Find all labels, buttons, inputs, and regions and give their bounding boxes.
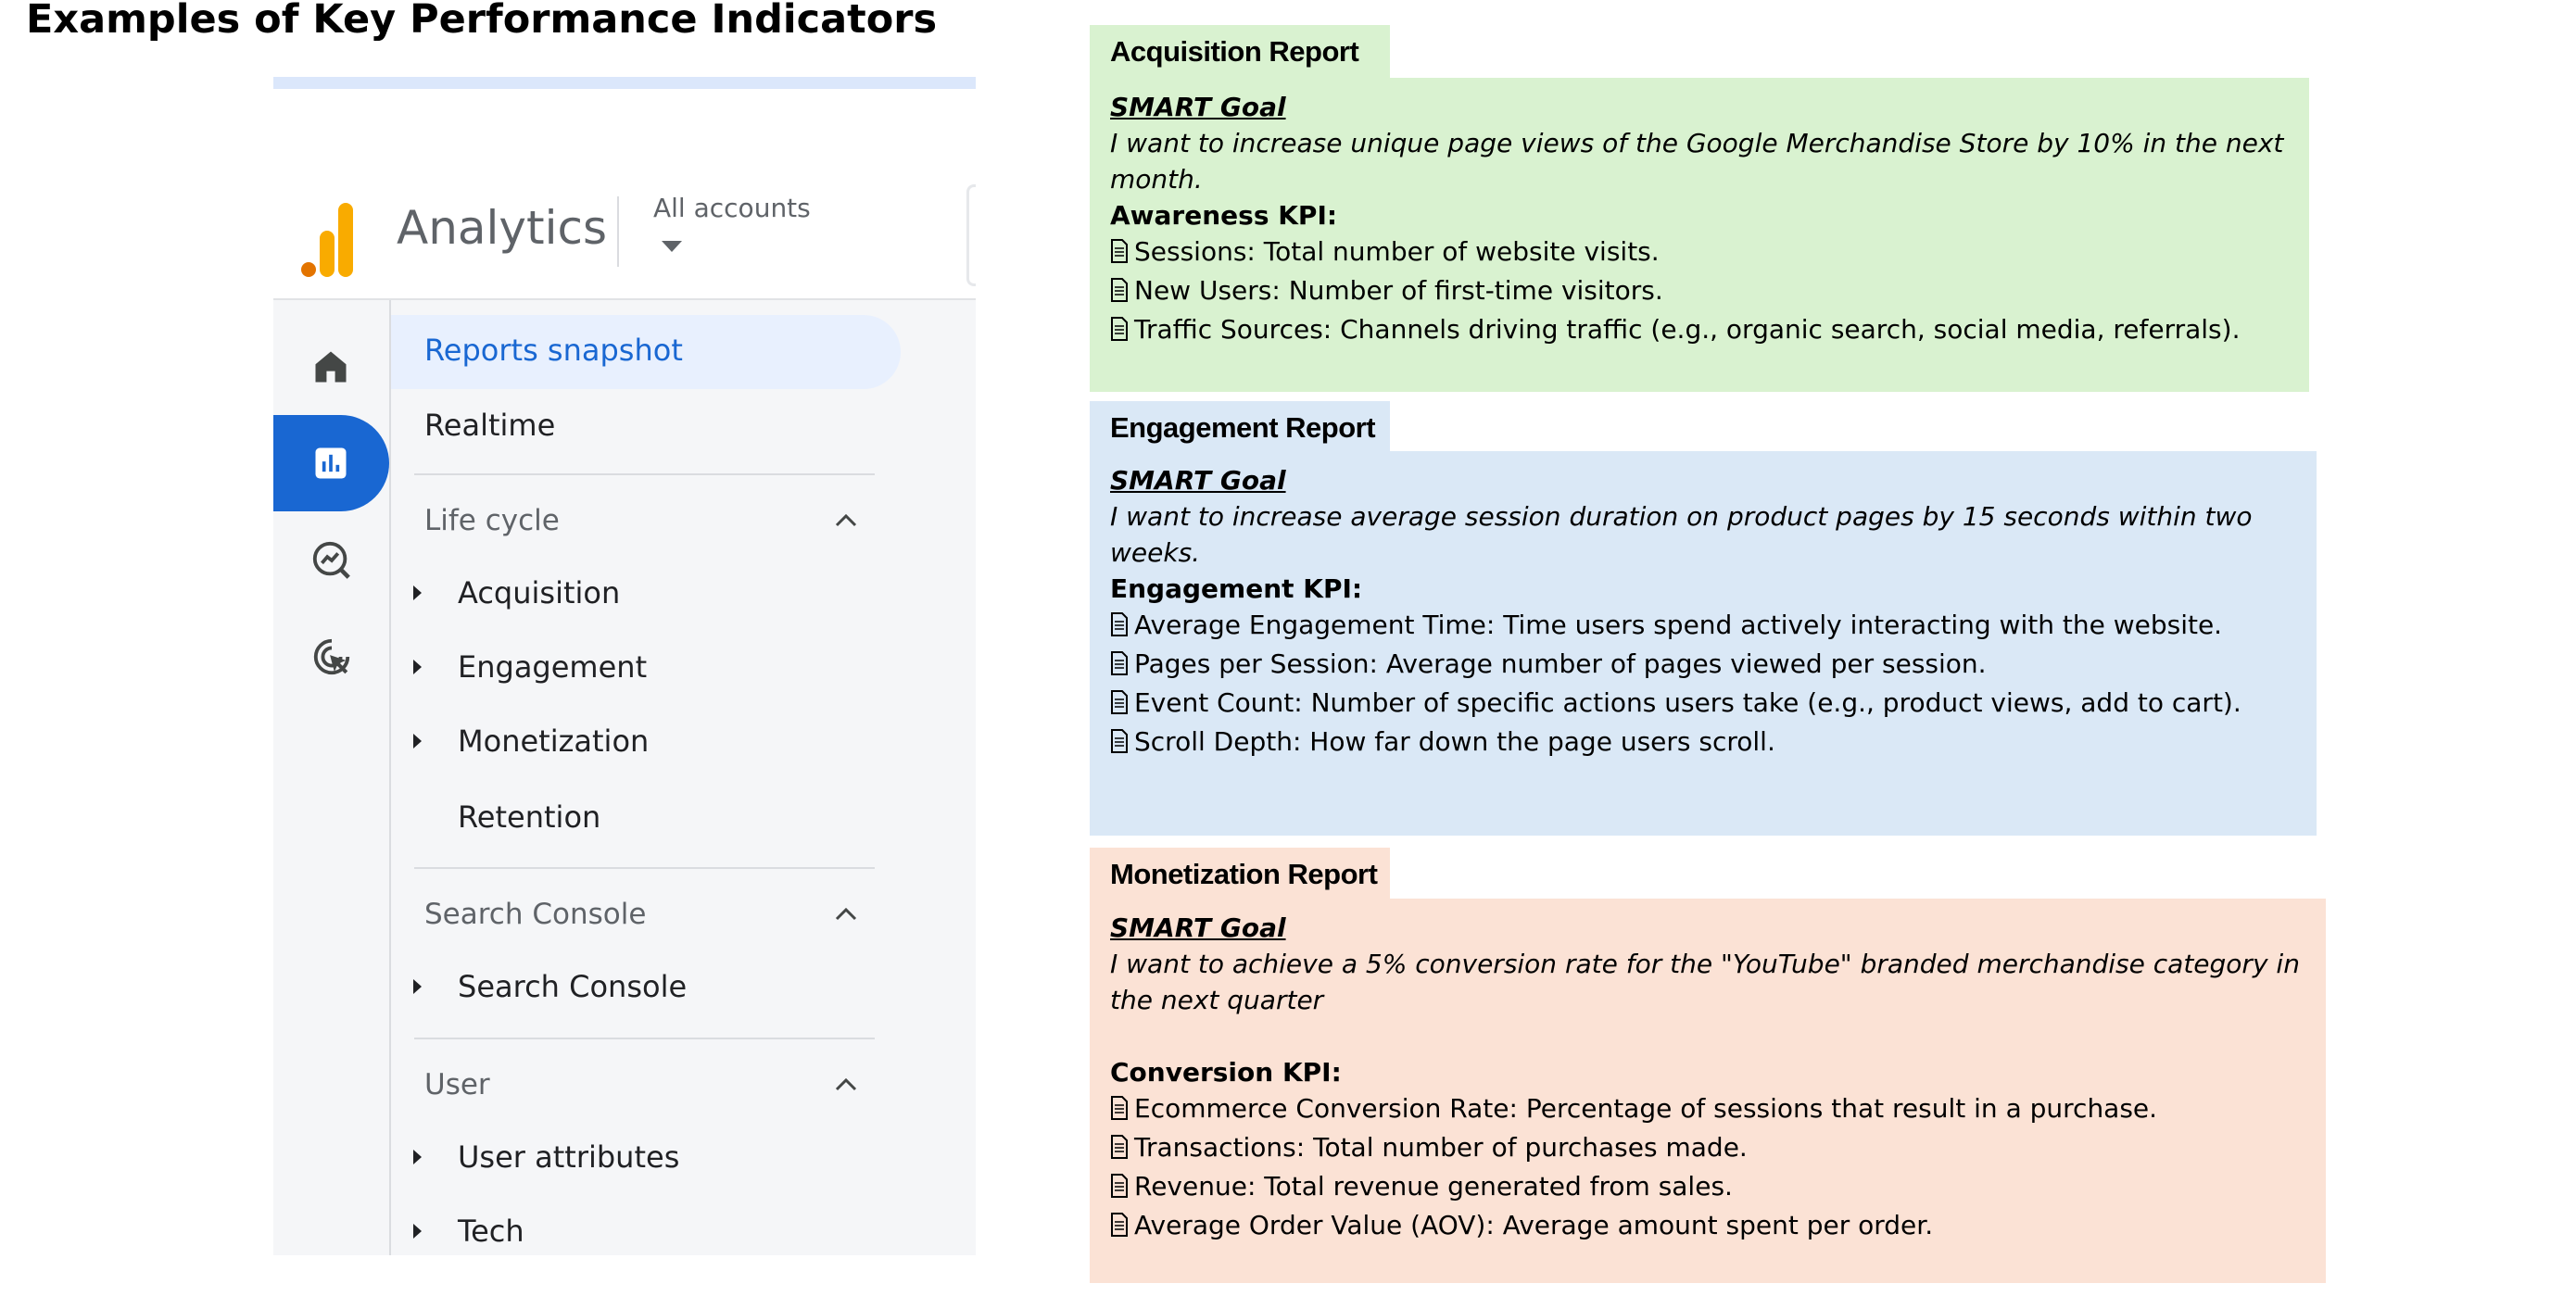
- kpi-item: Event Count: Number of specific actions users take (e.g., product views, add to cart).: [1134, 687, 2241, 718]
- nav-item-retention[interactable]: Retention: [458, 799, 601, 835]
- goal-text: I want to increase unique page views of the Google Merchandise Store by 10% in the next: [1110, 128, 2284, 158]
- engagement-report-tab: Engagement Report: [1090, 401, 1390, 455]
- section-life-cycle[interactable]: Life cycle: [424, 504, 560, 537]
- kpi-item: Average Engagement Time: Time users spend actively interacting with the website.: [1134, 610, 2223, 640]
- analytics-header: [273, 89, 976, 300]
- spacer: [1110, 1018, 2326, 1054]
- advertising-button[interactable]: [273, 608, 389, 704]
- advertising-icon: [310, 635, 353, 678]
- expand-arrow-icon[interactable]: [413, 585, 422, 600]
- engagement-report-box: [1090, 451, 2317, 836]
- header-divider: [617, 196, 619, 267]
- kpi-item: Traffic Sources: Channels driving traffic (e.g., organic search, social media, referrals).: [1134, 314, 2241, 345]
- kpi-item: New Users: Number of first-time visitors.: [1134, 275, 1663, 306]
- smart-goal-label: SMART Goal: [1110, 465, 1286, 496]
- list-item: [1110, 1090, 2326, 1129]
- document-icon: [1110, 726, 1129, 762]
- reports-nav: [391, 300, 976, 1255]
- chevron-up-icon[interactable]: [834, 511, 858, 528]
- explore-button[interactable]: [273, 511, 389, 608]
- document-icon: [1110, 314, 1129, 350]
- kpi-item: Pages per Session: Average number of pages viewed per session.: [1134, 648, 1987, 679]
- nav-item-acquisition[interactable]: Acquisition: [458, 575, 621, 610]
- list-item: [1110, 1207, 2326, 1246]
- chevron-up-icon[interactable]: [834, 905, 858, 922]
- nav-divider: [414, 867, 875, 869]
- nav-item-user-attributes[interactable]: User attributes: [458, 1139, 680, 1175]
- page-title: Examples of Key Performance Indicators: [26, 0, 938, 43]
- expand-arrow-icon[interactable]: [413, 979, 422, 994]
- monetization-report-tab: Monetization Report: [1090, 848, 1390, 901]
- expand-arrow-icon[interactable]: [413, 1150, 422, 1164]
- reports-button[interactable]: [273, 415, 389, 511]
- kpi-item: Sessions: Total number of website visits.: [1134, 236, 1660, 267]
- chevron-down-icon[interactable]: [662, 241, 682, 252]
- goal-text: weeks.: [1110, 537, 1201, 568]
- expand-arrow-icon[interactable]: [413, 734, 422, 749]
- nav-item-engagement[interactable]: Engagement: [458, 649, 648, 685]
- smart-goal-label: SMART Goal: [1110, 912, 1286, 943]
- expand-arrow-icon[interactable]: [413, 1224, 422, 1239]
- kpi-label: Conversion KPI:: [1110, 1057, 1342, 1088]
- analytics-logo-icon[interactable]: [299, 203, 355, 277]
- kpi-item: Revenue: Total revenue generated from sales.: [1134, 1171, 1733, 1202]
- list-item: [1110, 723, 2317, 762]
- document-icon: [1110, 1093, 1129, 1129]
- nav-divider: [414, 473, 875, 475]
- goal-text: I want to increase average session duration on product pages by 15 seconds within two: [1110, 501, 2253, 532]
- search-bar-edge[interactable]: [966, 184, 976, 286]
- reports-icon: [310, 443, 351, 484]
- document-icon: [1110, 275, 1129, 311]
- kpi-item: Ecommerce Conversion Rate: Percentage of sessions that result in a purchase.: [1134, 1093, 2158, 1124]
- acquisition-report-box: [1090, 78, 2309, 392]
- goal-text: the next quarter: [1110, 985, 1324, 1015]
- kpi-item: Average Order Value (AOV): Average amount spent per order.: [1134, 1210, 1934, 1240]
- list-item: [1110, 311, 2309, 350]
- expand-arrow-icon[interactable]: [413, 660, 422, 674]
- top-strip: [273, 77, 976, 89]
- document-icon: [1110, 1132, 1129, 1168]
- monetization-report-box: [1090, 899, 2326, 1283]
- nav-item-monetization[interactable]: Monetization: [458, 723, 650, 759]
- kpi-label: Engagement KPI:: [1110, 573, 1363, 604]
- nav-item-reports-snapshot-label[interactable]: Reports snapshot: [424, 333, 683, 368]
- kpi-item: Scroll Depth: How far down the page users scroll.: [1134, 726, 1775, 757]
- acquisition-report-tab: Acquisition Report: [1090, 25, 1390, 79]
- document-icon: [1110, 1171, 1129, 1207]
- home-icon: [310, 346, 351, 387]
- list-item: [1110, 1168, 2326, 1207]
- section-user[interactable]: User: [424, 1068, 490, 1101]
- account-selector[interactable]: All accounts: [653, 193, 811, 223]
- document-icon: [1110, 648, 1129, 685]
- chevron-up-icon[interactable]: [834, 1076, 858, 1092]
- kpi-label: Awareness KPI:: [1110, 200, 1338, 231]
- kpi-item: Transactions: Total number of purchases made.: [1134, 1132, 1748, 1163]
- goal-text: I want to achieve a 5% conversion rate for the "YouTube" branded merchandise category in: [1110, 949, 2300, 979]
- document-icon: [1110, 610, 1129, 646]
- document-icon: [1110, 687, 1129, 723]
- app-name: Analytics: [397, 201, 608, 255]
- section-search-console[interactable]: Search Console: [424, 898, 647, 931]
- analytics-screenshot: [273, 77, 976, 1255]
- explore-icon: [310, 539, 353, 582]
- home-button[interactable]: [273, 319, 389, 415]
- list-item: [1110, 272, 2309, 311]
- icon-rail: [273, 300, 391, 1255]
- nav-item-tech[interactable]: Tech: [458, 1214, 524, 1249]
- smart-goal-label: SMART Goal: [1110, 92, 1286, 122]
- list-item: [1110, 233, 2309, 272]
- list-item: [1110, 1129, 2326, 1168]
- goal-text: month.: [1110, 164, 1203, 195]
- list-item: [1110, 646, 2317, 685]
- nav-item-realtime[interactable]: Realtime: [424, 408, 556, 443]
- nav-item-search-console[interactable]: Search Console: [458, 969, 688, 1004]
- document-icon: [1110, 236, 1129, 272]
- list-item: [1110, 685, 2317, 723]
- document-icon: [1110, 1210, 1129, 1246]
- nav-divider: [414, 1038, 875, 1039]
- list-item: [1110, 607, 2317, 646]
